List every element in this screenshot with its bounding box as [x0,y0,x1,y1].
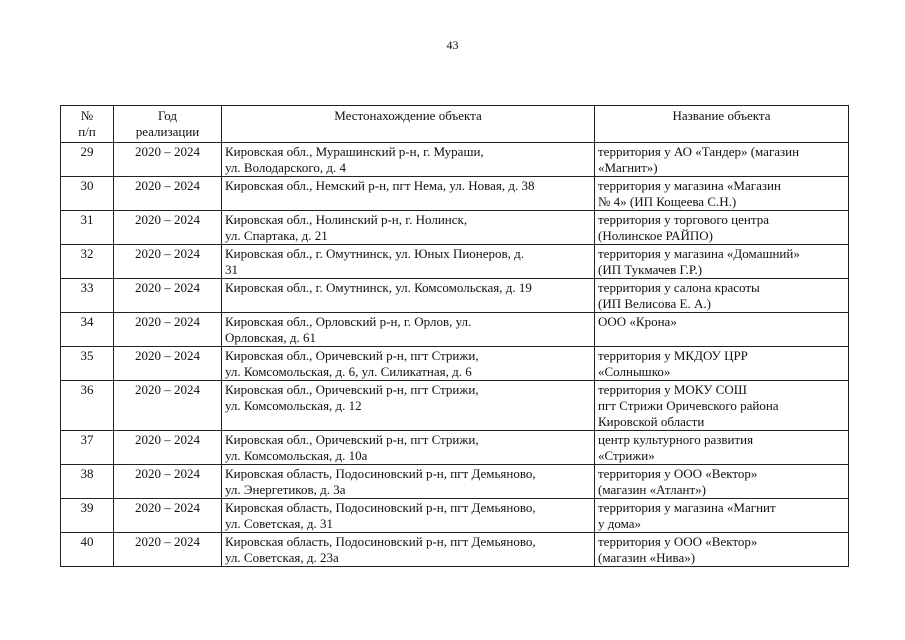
row-year: 2020 – 2024 [114,279,222,313]
objects-table [60,105,849,567]
row-number: 31 [61,211,114,245]
row-number: 39 [61,499,114,533]
table-body [61,143,849,567]
header-name: Название объекта [595,106,849,143]
row-number: 29 [61,143,114,177]
location-line: ул. Энергетиков, д. 3а [225,482,346,497]
location-line: Кировская область, Подосиновский р-н, пгт Демьяново, [225,534,536,549]
row-year: 2020 – 2024 [114,431,222,465]
row-object-name [595,279,849,313]
object-name-line: (ИП Тукмачев Г.Р.) [598,262,703,277]
object-name-line: Кировской области [598,414,705,429]
object-name-line: территория у магазина «Домашний» [598,246,800,261]
location-line: Кировская обл., г. Омутнинск, ул. Юных Пионеров, д. [225,246,525,261]
location-line: Кировская обл., Немский р-н, пгт Нема, ул. Новая, д. 38 [225,178,535,193]
page-number: 43 [446,38,459,52]
table-header-row [61,106,849,143]
object-name-line: территория у магазина «Магазин [598,178,781,193]
row-number: 33 [61,279,114,313]
table-row [61,499,849,533]
location-line: Кировская обл., Нолинский р-н, г. Нолинск, [225,212,468,227]
location-line: Кировская обл., г. Омутнинск, ул. Комсомольская, д. 19 [225,280,532,295]
object-name-line: территория у МКДОУ ЦРР [598,348,748,363]
table-row [61,211,849,245]
table-row [61,347,849,381]
location-line: Кировская обл., Мурашинский р-н, г. Мураши, [225,144,484,159]
row-location [222,465,595,499]
row-year: 2020 – 2024 [114,381,222,431]
row-year: 2020 – 2024 [114,313,222,347]
object-name-line: территория у салона красоты [598,280,760,295]
table-row [61,431,849,465]
row-object-name [595,347,849,381]
table-row [61,533,849,567]
object-name-line: «Магнит») [598,160,658,175]
row-object-name [595,533,849,567]
location-line: Орловская, д. 61 [225,330,317,345]
object-name-line: территория у МОКУ СОШ [598,382,747,397]
row-number: 36 [61,381,114,431]
location-line: ул. Комсомольская, д. 6, ул. Силикатная, д. 6 [225,364,472,379]
row-object-name [595,431,849,465]
row-object-name [595,245,849,279]
object-name-line: № 4» (ИП Кощеева С.Н.) [598,194,737,209]
row-location [222,177,595,211]
row-object-name [595,499,849,533]
location-line: Кировская область, Подосиновский р-н, пгт Демьяново, [225,466,536,481]
row-number: 34 [61,313,114,347]
row-year: 2020 – 2024 [114,465,222,499]
row-object-name [595,381,849,431]
row-location [222,143,595,177]
object-name-line: (магазин «Атлант») [598,482,706,497]
location-line: Кировская область, Подосиновский р-н, пгт Демьяново, [225,500,536,515]
table-row [61,177,849,211]
header-year [114,106,222,143]
row-location [222,431,595,465]
header-year-line: Год [157,108,178,123]
object-name-line: территория у ООО «Вектор» [598,534,758,549]
row-location [222,313,595,347]
object-name-line: (магазин «Нива») [598,550,696,565]
row-location [222,347,595,381]
location-line: 31 [225,262,238,277]
row-year: 2020 – 2024 [114,143,222,177]
object-name-line: территория у торгового центра [598,212,769,227]
location-line: ул. Комсомольская, д. 12 [225,398,362,413]
header-num-line: п/п [78,124,96,139]
location-line: ул. Спартака, д. 21 [225,228,328,243]
row-object-name [595,211,849,245]
row-year: 2020 – 2024 [114,245,222,279]
object-name-line: (ИП Велисова Е. А.) [598,296,711,311]
header-num-line: № [80,108,94,123]
table-row [61,313,849,347]
object-name-line: у дома» [598,516,642,531]
row-object-name [595,313,849,347]
table-row [61,381,849,431]
table-row [61,245,849,279]
table-row [61,279,849,313]
location-line: ул. Володарского, д. 4 [225,160,346,175]
object-name-line: территория у АО «Тандер» (магазин [598,144,800,159]
row-year: 2020 – 2024 [114,211,222,245]
header-location: Местонахождение объекта [222,106,595,143]
row-location [222,211,595,245]
object-name-line: территория у магазина «Магнит [598,500,776,515]
row-number: 40 [61,533,114,567]
table-row [61,143,849,177]
row-object-name [595,143,849,177]
location-line: ул. Комсомольская, д. 10а [225,448,368,463]
row-number: 35 [61,347,114,381]
location-line: ул. Советская, д. 31 [225,516,334,531]
row-number: 32 [61,245,114,279]
row-year: 2020 – 2024 [114,533,222,567]
object-name-line: территория у ООО «Вектор» [598,466,758,481]
table-row [61,465,849,499]
row-location [222,533,595,567]
row-number: 30 [61,177,114,211]
location-line: Кировская обл., Орловский р-н, г. Орлов, ул. [225,314,472,329]
location-line: ул. Советская, д. 23а [225,550,339,565]
location-line: Кировская обл., Оричевский р-н, пгт Стрижи, [225,382,479,397]
row-year: 2020 – 2024 [114,499,222,533]
row-location [222,381,595,431]
location-line: Кировская обл., Оричевский р-н, пгт Стрижи, [225,432,479,447]
row-location [222,279,595,313]
row-object-name [595,465,849,499]
row-year: 2020 – 2024 [114,177,222,211]
row-object-name [595,177,849,211]
object-name-line: пгт Стрижи Оричевского района [598,398,779,413]
row-year: 2020 – 2024 [114,347,222,381]
row-location [222,245,595,279]
object-name-line: «Солнышко» [598,364,671,379]
row-number: 38 [61,465,114,499]
location-line: Кировская обл., Оричевский р-н, пгт Стрижи, [225,348,479,363]
row-number: 37 [61,431,114,465]
object-name-line: «Стрижи» [598,448,655,463]
object-name-line: центр культурного развития [598,432,754,447]
object-name-line: ООО «Крона» [598,314,677,329]
object-name-line: (Нолинское РАЙПО) [598,228,714,243]
header-num [61,106,114,143]
row-location [222,499,595,533]
header-year-line: реализации [135,124,200,139]
